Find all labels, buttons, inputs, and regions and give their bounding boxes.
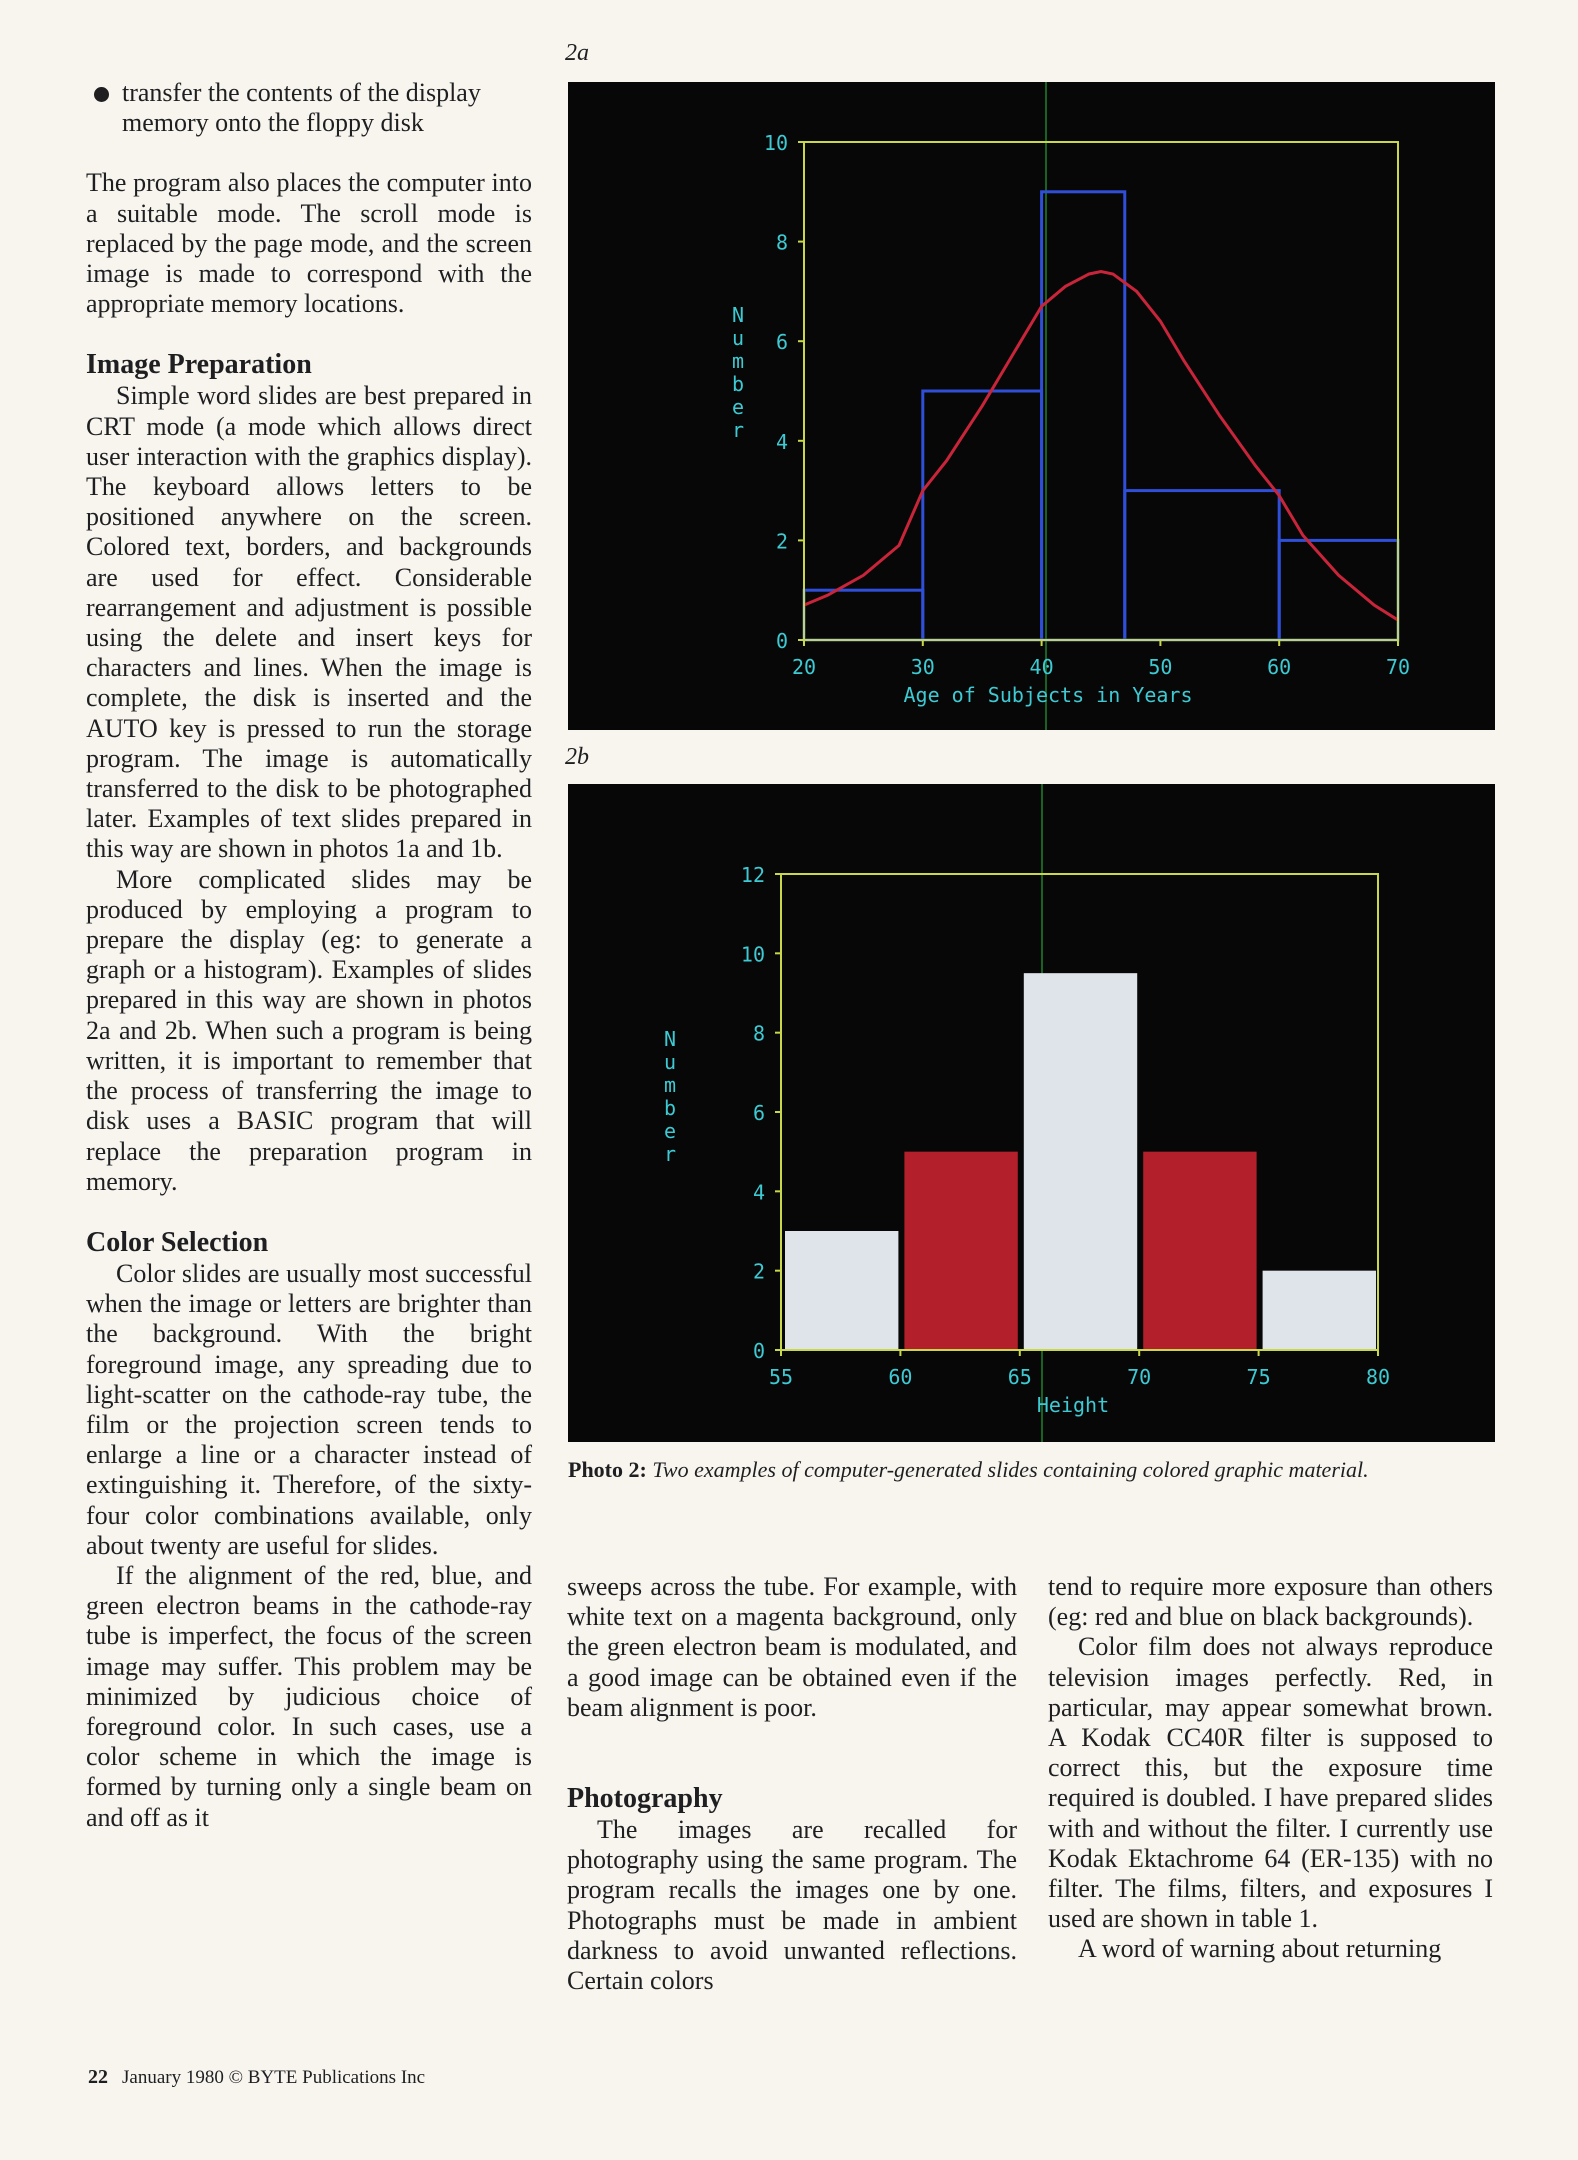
caption-text: Two examples of computer-generated slides containing colored graphic material. <box>652 1457 1369 1482</box>
y-axis-label-letter: b <box>663 1096 677 1120</box>
paragraph: Color film does not always reproduce television images perfectly. Red, in particular, may appear somewhat brown. A Kodak CC40R filter is supposed to correct this, but the exposure time required is doubled. I have prepared slides with and without the filter. I currently use Kodak Ektachrome 64 (ER-135) with no filter. The films, filters, and exposures I used are shown in table 1. <box>1048 1632 1493 1934</box>
crt-screen-2b <box>568 784 1495 1442</box>
y-axis-label-letter: e <box>663 1119 677 1143</box>
paragraph: tend to require more exposure than others (eg: red and blue on black backgrounds). <box>1048 1572 1493 1632</box>
y-axis-label-letter: N <box>663 1027 677 1051</box>
footer-credit: January 1980 © BYTE Publications Inc <box>122 2067 426 2088</box>
histogram-chart-2b <box>568 784 1495 1442</box>
y-tick-label: 2 <box>752 1259 765 1284</box>
heading-image-preparation: Image Preparation <box>86 349 312 381</box>
bullet-icon <box>94 87 109 102</box>
paragraph: The images are recalled for photography using the same program. The program recalls the images one by one. Photographs must be made in ambient darkness to avoid unwanted reflections. Certain colors <box>567 1815 1017 1996</box>
bar <box>1143 1152 1256 1350</box>
x-tick-label: 75 <box>1246 1365 1271 1389</box>
y-axis-label-letter: e <box>731 395 745 419</box>
x-tick-label: 30 <box>910 655 935 679</box>
x-tick-label: 70 <box>1127 1365 1152 1389</box>
y-axis-label-letter: m <box>663 1073 677 1097</box>
y-axis-label-letter: r <box>663 1142 677 1166</box>
crt-screen-2a <box>568 82 1495 730</box>
chart-frame <box>804 142 1398 640</box>
bar <box>1263 1271 1376 1350</box>
paragraph: Color slides are usually most successful when the image or letters are brighter than the background. With the bright foreground image, any spreading due to light-scatter on the cathode-ray tube, the film or the projection screen tends to enlarge a line or a character instead of extinguishing it. Therefore, of the sixty-four color combinations available, only about twenty are useful for slides. <box>86 1258 532 1560</box>
y-tick-label: 10 <box>763 131 788 155</box>
y-axis-label-letter: u <box>663 1050 677 1074</box>
y-axis-label-letter: b <box>731 372 745 396</box>
y-axis-label-letter: u <box>731 326 745 350</box>
x-tick-label: 80 <box>1365 1365 1391 1389</box>
y-tick-label: 4 <box>752 1180 765 1205</box>
left-column <box>86 78 532 1833</box>
middle-column <box>567 1572 1017 1996</box>
y-axis-label-letter: r <box>731 418 745 442</box>
x-tick-label: 60 <box>888 1365 913 1389</box>
right-column <box>1048 1572 1493 1965</box>
x-axis-label: Height <box>1036 1393 1110 1417</box>
paragraph: A word of warning about returning <box>1078 1934 1442 1964</box>
bullet-item <box>86 78 532 138</box>
paragraph: More complicated slides may be produced by employing a program to prepare the display (eg: to generate a graph or a histogram). Examples of slides prepared in this way are shown in photos 2a and 2b. When such a program is being written, it is important to remember that the process of transferring the image to disk uses a BASIC program that will replace the preparation program in memory. <box>86 864 532 1196</box>
heading-color-selection: Color Selection <box>86 1226 269 1258</box>
x-tick-label: 20 <box>791 655 817 679</box>
paragraph: sweeps across the tube. For example, with white text on a magenta background, only the green electron beam is modulated, and a good image can be obtained even if the beam alignment is poor. <box>567 1572 1017 1722</box>
y-tick-label: 10 <box>740 942 765 967</box>
y-tick-label: 6 <box>775 330 788 355</box>
x-tick-label: 40 <box>1029 655 1054 679</box>
bullet-text: transfer the contents of the display memory onto the floppy disk <box>122 78 481 138</box>
y-tick-label: 0 <box>775 629 788 653</box>
y-tick-label: 4 <box>775 429 788 454</box>
x-tick-label: 55 <box>768 1365 794 1389</box>
x-tick-label: 50 <box>1148 655 1173 679</box>
page-number: 22 <box>88 2066 108 2088</box>
bar <box>923 391 1042 640</box>
y-tick-label: 2 <box>775 529 788 554</box>
y-tick-label: 8 <box>775 230 788 255</box>
page-footer <box>88 2066 425 2089</box>
histogram-chart-2a <box>568 82 1495 730</box>
caption-label: Photo 2: <box>568 1457 647 1482</box>
y-tick-label: 8 <box>752 1021 765 1046</box>
heading-photography: Photography <box>567 1783 723 1815</box>
bar <box>1125 491 1279 640</box>
photo-label-2a: 2a <box>565 40 589 66</box>
photo-label-2b: 2b <box>565 744 589 770</box>
bar <box>1024 973 1137 1350</box>
bar <box>785 1231 898 1350</box>
x-tick-label: 60 <box>1267 655 1292 679</box>
bar <box>1042 192 1125 640</box>
y-tick-label: 6 <box>752 1101 765 1125</box>
bar <box>904 1152 1017 1350</box>
fitted-curve <box>804 271 1398 620</box>
x-tick-label: 65 <box>1007 1365 1032 1389</box>
x-axis-label: Age of Subjects in Years <box>903 683 1193 707</box>
x-tick-label: 70 <box>1385 655 1411 679</box>
y-axis-label-letter: m <box>731 349 745 373</box>
y-tick-label: 0 <box>752 1339 765 1363</box>
y-axis-label-letter: N <box>731 303 745 327</box>
bar <box>1279 540 1398 640</box>
photo-caption <box>568 1456 1498 1483</box>
paragraph: If the alignment of the red, blue, and green electron beams in the cathode-ray tube is imperfect, the focus of the screen image may suffer. This problem may be minimized by judicious choice of foreground color. In such cases, use a color scheme in which the image is formed by turning only a single beam on and off as it <box>86 1560 532 1832</box>
paragraph: The program also places the computer into a suitable mode. The scroll mode is replaced by the page mode, and the screen image is made to correspond with the appropriate memory locations. <box>86 168 532 319</box>
y-tick-label: 12 <box>740 863 765 887</box>
paragraph: Simple word slides are best prepared in CRT mode (a mode which allows direct user interaction with the graphics display). The keyboard allows letters to be positioned anywhere on the screen. Colored text, borders, and backgrounds are used for effect. Considerable rearrangement and adjustment is possible using the delete and insert keys for characters and lines. When the image is complete, the disk is inserted and the AUTO key is pressed to run the storage program. The image is automatically transferred to the disk to be photographed later. Examples of text slides prepared in this way are shown in photos 1a and 1b. <box>86 381 532 864</box>
